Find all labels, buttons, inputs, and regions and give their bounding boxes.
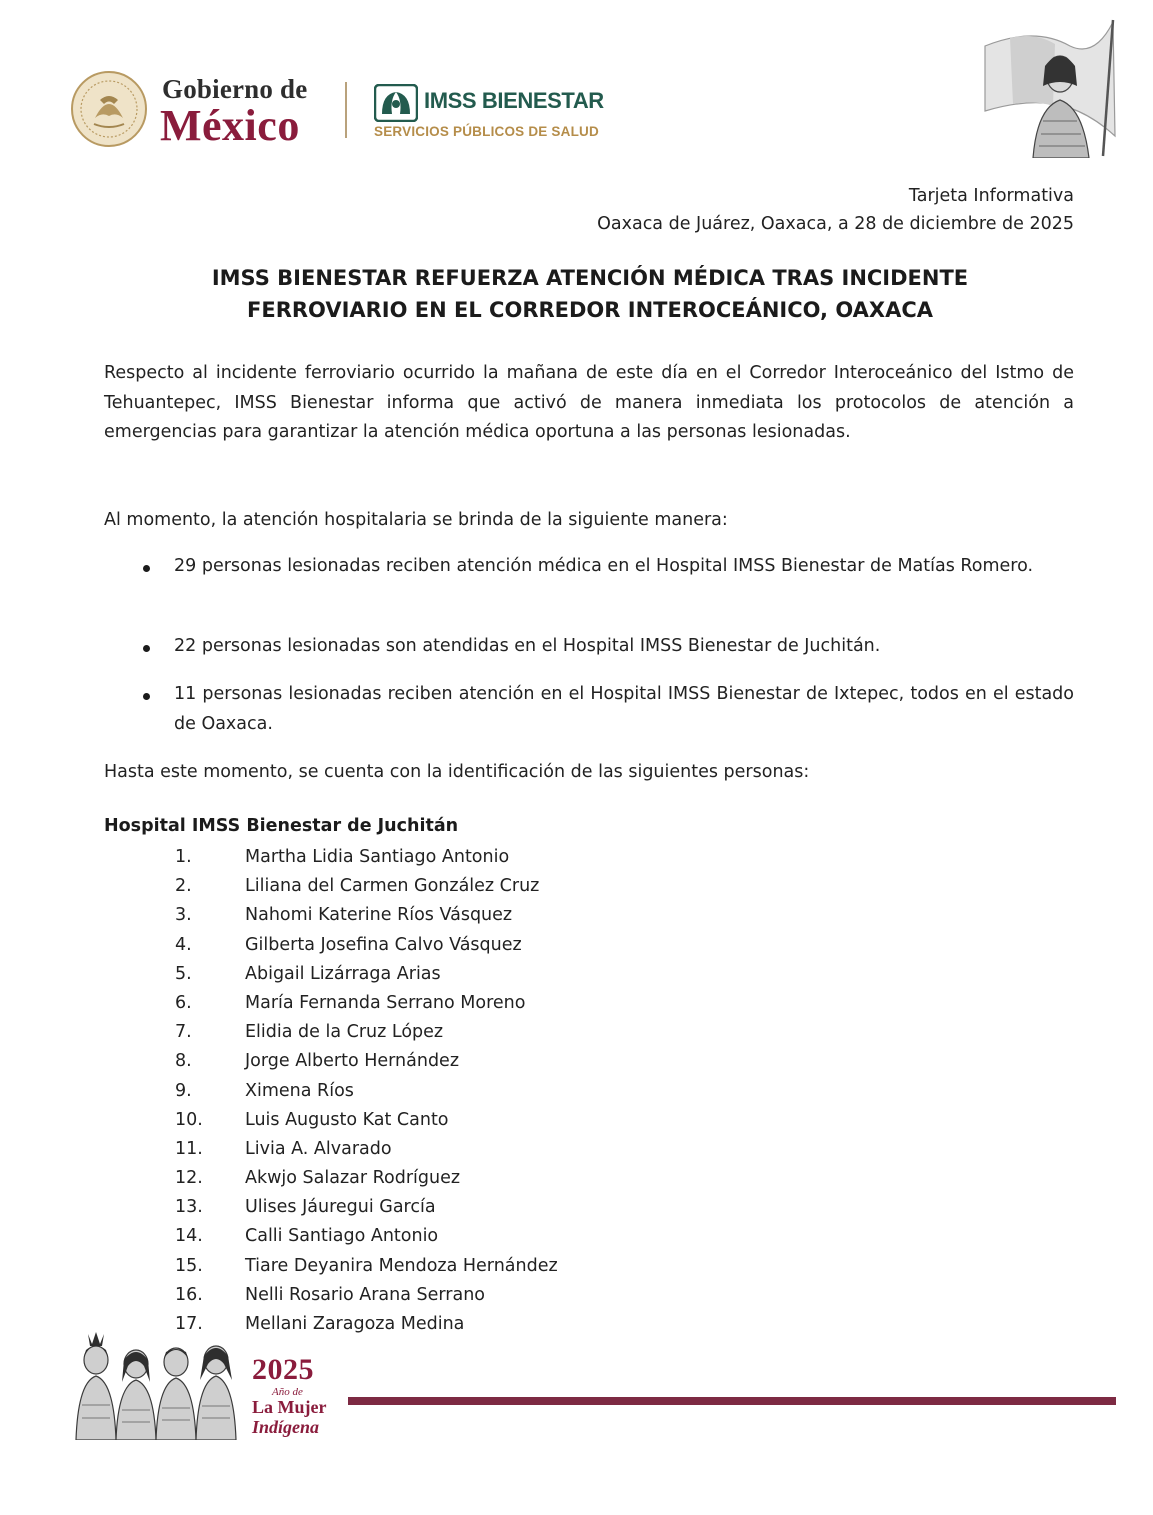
logo-divider (345, 82, 347, 138)
bullet-juchitan: 22 personas lesionadas son atendidas en el Hospital IMSS Bienestar de Juchitán. (174, 636, 881, 656)
list-number: 8. (175, 1051, 192, 1072)
bullet-dot (143, 565, 150, 572)
list-number: 16. (175, 1284, 203, 1305)
imss-logo-icon (374, 84, 418, 122)
list-number: 3. (175, 905, 192, 926)
title-line-2: FERROVIARIO EN EL CORREDOR INTEROCEÁNICO, OAXACA (247, 298, 933, 322)
list-number: 15. (175, 1255, 203, 1276)
list-number: 9. (175, 1080, 192, 1101)
year-subtitle-la-mujer: La Mujer (252, 1397, 327, 1417)
person-name: Calli Santiago Antonio (245, 1226, 439, 1247)
bullet-dot (143, 645, 150, 652)
list-number: 2. (175, 876, 192, 897)
year-subtitle-indigena: Indígena (252, 1417, 320, 1437)
person-name: Nahomi Katerine Ríos Vásquez (245, 905, 513, 926)
list-number: 5. (175, 963, 192, 984)
document-title (100, 262, 1080, 326)
bullet-dot (143, 693, 150, 700)
year-2025-logo: 2025 (252, 1353, 314, 1386)
list-number: 7. (175, 1022, 192, 1043)
list-number: 1. (175, 847, 192, 867)
imss-wordmark: IMSS BIENESTAR (424, 88, 604, 113)
title-line-1: IMSS BIENESTAR REFUERZA ATENCIÓN MÉDICA TRAS INCIDENTE (211, 266, 969, 290)
person-name: Mellani Zaragoza Medina (245, 1314, 465, 1334)
person-name: Martha Lidia Santiago Antonio (245, 847, 510, 867)
intro-paragraph: Respecto al incidente ferroviario ocurrido la mañana de este día en el Corredor Interoceánico del Istmo de Tehuantepec, IMSS Bienestar informa que activó de manera inmediata los protocolos de atención a emergencias para garantizar la atención médica oportuna a las personas lesionadas. (104, 363, 1074, 442)
person-name: Akwjo Salazar Rodríguez (245, 1168, 461, 1189)
list-number: 10. (175, 1109, 203, 1130)
year-subtitle-ano-de: Año de (272, 1386, 303, 1398)
person-name: Luis Augusto Kat Canto (245, 1109, 449, 1130)
person-name: Liliana del Carmen González Cruz (245, 876, 540, 897)
list-number: 13. (175, 1197, 203, 1218)
person-name: Ximena Ríos (245, 1080, 354, 1101)
person-name: Ulises Jáuregui García (245, 1197, 436, 1218)
gov-wordmark-line1: Gobierno de (162, 74, 308, 104)
place-and-date: Oaxaca de Juárez, Oaxaca, a 28 de diciembre de 2025 (597, 214, 1074, 234)
list-number: 11. (175, 1138, 203, 1159)
care-intro-paragraph: Al momento, la atención hospitalaria se brinda de la siguiente manera: (104, 510, 728, 530)
imss-tagline: SERVICIOS PÚBLICOS DE SALUD (374, 124, 599, 139)
list-number: 17. (175, 1314, 203, 1334)
document-type: Tarjeta Informativa (908, 186, 1074, 206)
person-name: Jorge Alberto Hernández (245, 1051, 460, 1072)
hospital-heading: Hospital IMSS Bienestar de Juchitán (104, 816, 459, 836)
list-number: 4. (175, 934, 192, 955)
indigenous-women-illustration-icon (68, 1330, 243, 1440)
footer-rule (348, 1397, 1116, 1405)
list-number: 6. (175, 992, 192, 1013)
identification-paragraph: Hasta este momento, se cuenta con la identificación de las siguientes personas: (104, 762, 810, 782)
person-name: Livia A. Alvarado (245, 1138, 392, 1159)
gov-wordmark-line2: México (160, 101, 300, 150)
person-name: Abigail Lizárraga Arias (245, 963, 441, 984)
person-name: Gilberta Josefina Calvo Vásquez (245, 934, 522, 955)
person-name: Elidia de la Cruz López (245, 1022, 444, 1043)
person-name: Nelli Rosario Arana Serrano (245, 1284, 486, 1305)
person-name: Tiare Deyanira Mendoza Hernández (245, 1255, 558, 1276)
bullet-ixtepec: 11 personas lesionadas reciben atención en el Hospital IMSS Bienestar de Ixtepec, todos en el estado de Oaxaca. (174, 684, 1074, 734)
national-seal-icon (70, 70, 148, 148)
list-number: 14. (175, 1226, 203, 1247)
list-number: 12. (175, 1168, 203, 1189)
person-name: María Fernanda Serrano Moreno (245, 992, 526, 1013)
woman-with-flag-icon (975, 16, 1125, 158)
bullet-matias-romero: 29 personas lesionadas reciben atención médica en el Hospital IMSS Bienestar de Matías Romero. (174, 556, 1034, 576)
